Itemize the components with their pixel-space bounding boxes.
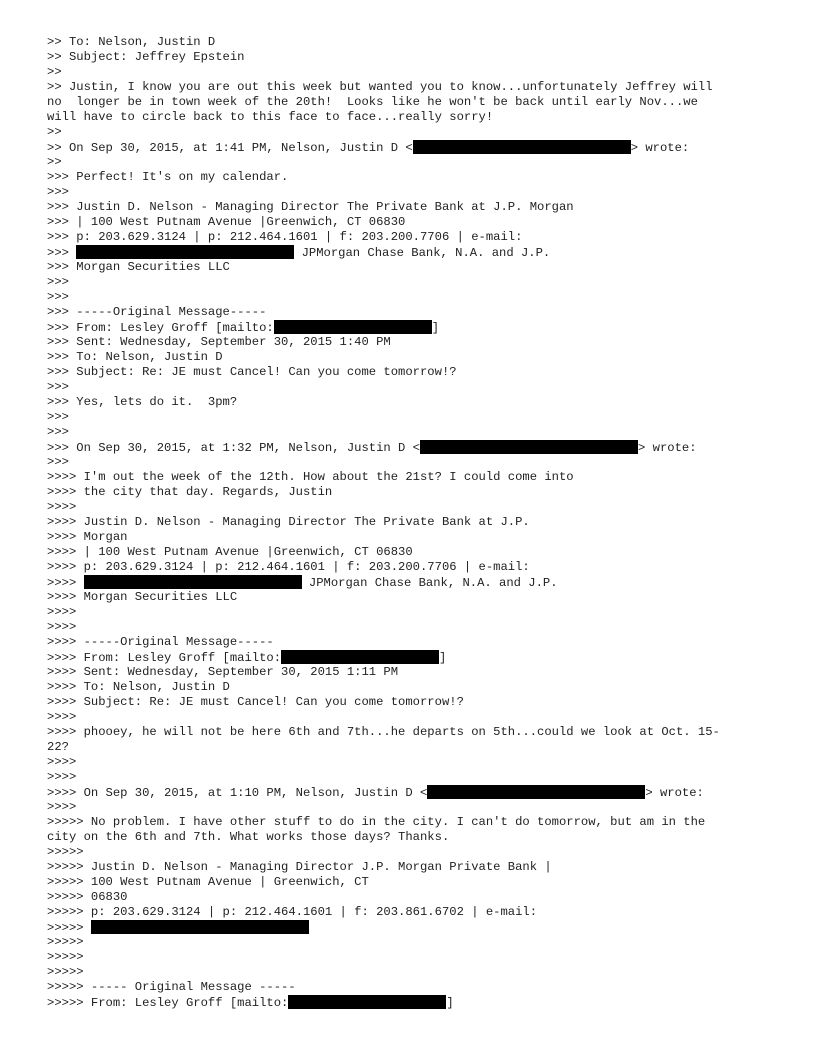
quote-line: >>>> — [47, 755, 77, 769]
reply-header-line: >>> On Sep 30, 2015, at 1:32 PM, Nelson, Justin D < > wrote: — [47, 441, 697, 455]
signature-line: >>>>> 100 West Putnam Avenue | Greenwich, CT — [47, 875, 369, 889]
quote-line: >>>>> — [47, 845, 84, 859]
redaction-box — [413, 140, 631, 154]
from-line: >>>> From: Lesley Groff [mailto: ] — [47, 651, 447, 665]
signature-line: >>>> p: 203.629.3124 | p: 212.464.1601 | f: 203.200.7706 | e-mail: — [47, 560, 530, 574]
signature-line: >>> | 100 West Putnam Avenue |Greenwich, CT 06830 — [47, 215, 406, 229]
quote-line: >>> — [47, 425, 69, 439]
quote-line: >>>> — [47, 800, 77, 814]
signature-line: >>>> Morgan — [47, 530, 128, 544]
quote-line: >>>> — [47, 620, 77, 634]
sent-line: >>>> Sent: Wednesday, September 30, 2015 1:11 PM — [47, 665, 399, 679]
signature-line: >>>>> 06830 — [47, 890, 128, 904]
message-body-line: 22? — [47, 740, 69, 754]
message-body-line: no longer be in town week of the 20th! Looks like he won't be back until early Nov...we — [47, 95, 698, 109]
to-line: >> To: Nelson, Justin D — [47, 35, 216, 49]
message-body-line: >>>> the city that day. Regards, Justin — [47, 485, 333, 499]
message-body-line: >>>> I'm out the week of the 12th. How about the 21st? I could come into — [47, 470, 574, 484]
signature-line: >>>> Morgan Securities LLC — [47, 590, 238, 604]
quote-line: >>> — [47, 455, 69, 469]
signature-line: >>>> JPMorgan Chase Bank, N.A. and J.P. — [47, 576, 558, 590]
signature-line: >>> p: 203.629.3124 | p: 212.464.1601 | f: 203.200.7706 | e-mail: — [47, 230, 523, 244]
quote-line: >>> — [47, 290, 69, 304]
reply-header-line: >> On Sep 30, 2015, at 1:41 PM, Nelson, Justin D < > wrote: — [47, 141, 690, 155]
quote-line: >>>>> — [47, 950, 84, 964]
quote-line: >> — [47, 65, 62, 79]
message-body-line: >>> Perfect! It's on my calendar. — [47, 170, 289, 184]
quote-line: >>>>> — [47, 965, 84, 979]
quote-line: >> — [47, 125, 62, 139]
signature-line: >>>> | 100 West Putnam Avenue |Greenwich, CT 06830 — [47, 545, 413, 559]
quote-line: >>>>> — [47, 935, 84, 949]
quote-line: >>>> — [47, 710, 77, 724]
message-body-line: will have to circle back to this face to face...really sorry! — [47, 110, 494, 124]
original-message-separator: >>> -----Original Message----- — [47, 305, 267, 319]
redaction-box — [281, 650, 439, 664]
redaction-box — [274, 320, 432, 334]
signature-line: >>> JPMorgan Chase Bank, N.A. and J.P. — [47, 246, 551, 260]
quote-line: >>>> — [47, 770, 77, 784]
original-message-separator: >>>> -----Original Message----- — [47, 635, 274, 649]
signature-line: >>> Justin D. Nelson - Managing Director The Private Bank at J.P. Morgan — [47, 200, 574, 214]
quote-line: >>> — [47, 380, 69, 394]
signature-line: >>>> Justin D. Nelson - Managing Director The Private Bank at J.P. — [47, 515, 530, 529]
message-body-line: >>>> phooey, he will not be here 6th and 7th...he departs on 5th...could we look at Oct. 15- — [47, 725, 720, 739]
message-body-line: >>>>> No problem. I have other stuff to do in the city. I can't do tomorrow, but am in the — [47, 815, 706, 829]
message-body-line: city on the 6th and 7th. What works those days? Thanks. — [47, 830, 450, 844]
redaction-box — [420, 440, 638, 454]
sent-line: >>> Sent: Wednesday, September 30, 2015 1:40 PM — [47, 335, 391, 349]
subject-line: >> Subject: Jeffrey Epstein — [47, 50, 245, 64]
redaction-box — [84, 575, 302, 589]
redaction-box — [288, 995, 446, 1009]
redaction-box — [91, 920, 309, 934]
email-document — [47, 35, 767, 1010]
message-body-line: >> Justin, I know you are out this week but wanted you to know...unfortunately Jeffrey will — [47, 80, 713, 94]
quote-line: >>>> — [47, 500, 77, 514]
redaction-box — [427, 785, 645, 799]
signature-line: >>> Morgan Securities LLC — [47, 260, 230, 274]
reply-header-line: >>>> On Sep 30, 2015, at 1:10 PM, Nelson, Justin D < > wrote: — [47, 786, 704, 800]
original-message-separator: >>>>> ----- Original Message ----- — [47, 980, 296, 994]
from-line: >>> From: Lesley Groff [mailto: ] — [47, 321, 440, 335]
to-line: >>> To: Nelson, Justin D — [47, 350, 223, 364]
quote-line: >> — [47, 155, 62, 169]
message-body-line: >>> Yes, lets do it. 3pm? — [47, 395, 238, 409]
quote-line: >>> — [47, 185, 69, 199]
to-line: >>>> To: Nelson, Justin D — [47, 680, 230, 694]
signature-line: >>>>> p: 203.629.3124 | p: 212.464.1601 | f: 203.861.6702 | e-mail: — [47, 905, 538, 919]
quote-line: >>> — [47, 410, 69, 424]
redaction-box — [76, 245, 294, 259]
quote-line: >>> — [47, 275, 69, 289]
from-line: >>>>> From: Lesley Groff [mailto: ] — [47, 996, 454, 1010]
subject-line: >>>> Subject: Re: JE must Cancel! Can you come tomorrow!? — [47, 695, 464, 709]
signature-line: >>>>> — [47, 920, 767, 935]
signature-line: >>>>> Justin D. Nelson - Managing Director J.P. Morgan Private Bank | — [47, 860, 552, 874]
subject-line: >>> Subject: Re: JE must Cancel! Can you come tomorrow!? — [47, 365, 457, 379]
quote-line: >>>> — [47, 605, 77, 619]
